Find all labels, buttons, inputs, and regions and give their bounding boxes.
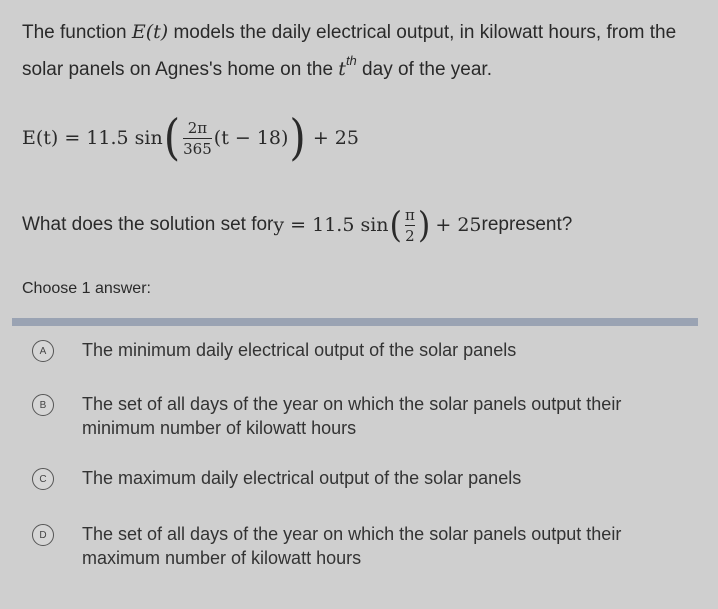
question-prompt	[22, 200, 572, 250]
divider	[12, 318, 698, 326]
formula-inner: (t − 18)	[213, 127, 289, 149]
choice-b-text: The set of all days of the year on which the solar panels output their minimum number of kilowatt hours	[82, 394, 622, 438]
question-after: represent?	[481, 214, 573, 235]
question-lhs: y = 11.5 sin	[273, 214, 389, 236]
choice-a-letter-icon: A	[32, 340, 54, 362]
fraction-bar	[183, 138, 212, 139]
t-variable: t	[338, 58, 346, 80]
choose-label: Choose 1 answer:	[22, 280, 151, 297]
right-paren: )	[289, 109, 306, 166]
th-superscript: th	[345, 53, 357, 68]
q-fraction-bar	[405, 225, 415, 226]
formula-lhs: E(t) = 11.5 sin	[22, 127, 163, 149]
problem-intro	[22, 18, 702, 84]
q-fraction-denominator: 2	[405, 226, 415, 245]
choice-c[interactable]	[32, 466, 702, 490]
function-formula	[22, 108, 359, 168]
left-paren: (	[163, 109, 181, 166]
question-tail: + 25	[435, 214, 482, 236]
choice-a-text: The minimum daily electrical output of the solar panels	[82, 340, 517, 360]
choice-d-text: The set of all days of the year on which the solar panels output their maximum number of kilowatt hours	[82, 524, 622, 568]
choice-b-letter-icon: B	[32, 394, 54, 416]
intro-text-3: day of the year.	[356, 59, 492, 80]
choice-c-letter-icon: C	[32, 468, 54, 490]
question-text: What does the solution set for	[22, 214, 274, 235]
choice-a[interactable]	[32, 338, 702, 362]
q-right-paren: )	[417, 204, 431, 246]
q-left-paren: (	[389, 204, 403, 246]
fraction-numerator: 2π	[187, 118, 208, 137]
q-fraction-numerator: π	[405, 205, 415, 224]
intro-text-1: The function	[22, 22, 132, 43]
formula-fraction	[183, 119, 212, 158]
fraction-denominator: 365	[183, 139, 212, 158]
intro-text-2: models the daily electrical output, in kilowatt hours, from the solar panels on Agnes's home on the	[22, 22, 677, 80]
function-name: E(t)	[131, 21, 169, 43]
choice-c-text: The maximum daily electrical output of the solar panels	[82, 468, 522, 488]
choice-d[interactable]	[32, 522, 702, 570]
question-fraction	[405, 206, 415, 245]
choice-d-letter-icon: D	[32, 524, 54, 546]
choice-b[interactable]	[32, 392, 702, 440]
formula-tail: + 25	[312, 127, 359, 149]
